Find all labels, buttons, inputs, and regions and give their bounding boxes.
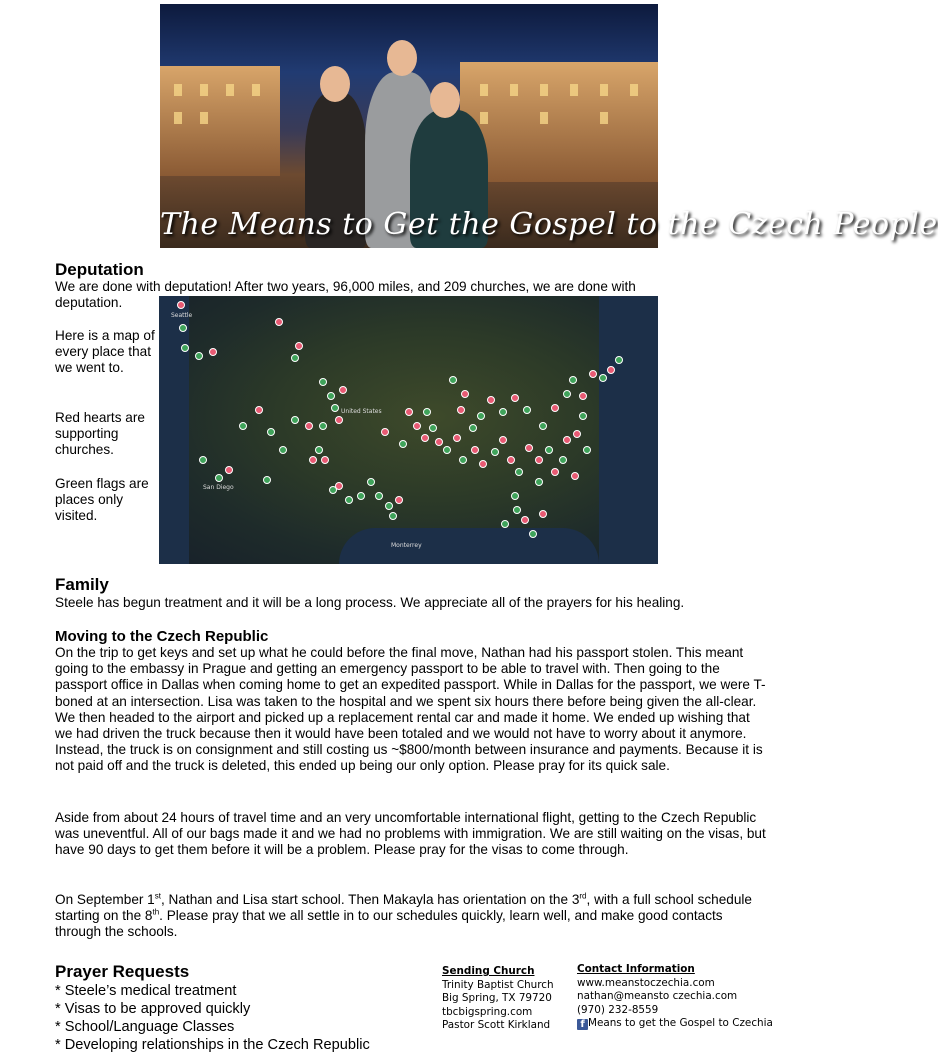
family-heading: Family	[55, 575, 109, 594]
flag-pin	[449, 376, 457, 384]
heart-pin	[525, 444, 533, 452]
flag-pin	[181, 344, 189, 352]
heart-pin	[335, 416, 343, 424]
window	[540, 84, 548, 96]
hero-caption: The Means to Get the Gospel to the Czech People	[160, 207, 938, 242]
heart-pin	[571, 472, 579, 480]
person-right-head	[430, 82, 460, 118]
deputation-heading: Deputation	[55, 260, 144, 279]
heart-pin	[507, 456, 515, 464]
moving-heading: Moving to the Czech Republic	[55, 628, 269, 645]
hero-banner-image	[160, 4, 938, 248]
contact-phone: (970) 232-8559	[577, 1003, 659, 1016]
building-right	[460, 62, 658, 182]
family-text: Steele has begun treatment and it will be a long process. We appreciate all of the prayers for his healing.	[55, 595, 685, 610]
window	[252, 84, 260, 96]
flag-pin	[195, 352, 203, 360]
heart-pin	[177, 301, 185, 309]
flag-pin	[511, 492, 519, 500]
window	[540, 112, 548, 124]
flag-pin	[429, 424, 437, 432]
contact-website: www.meanstoczechia.com	[577, 976, 715, 989]
flag-pin	[535, 478, 543, 486]
heart-pin	[521, 516, 529, 524]
heart-pin	[335, 482, 343, 490]
flag-pin	[385, 502, 393, 510]
prayer-list	[55, 982, 370, 1054]
flag-pin	[545, 446, 553, 454]
flag-pin	[443, 446, 451, 454]
sending-church-website: tbcbigspring.com	[442, 1005, 533, 1018]
heart-pin	[479, 460, 487, 468]
flag-pin	[215, 474, 223, 482]
flag-pin	[331, 404, 339, 412]
us-map-image	[159, 296, 658, 564]
flag-pin	[569, 376, 577, 384]
flag-pin	[315, 446, 323, 454]
flag-pin	[599, 374, 607, 382]
sending-church-block	[442, 965, 554, 1033]
facebook-icon: f	[577, 1019, 588, 1030]
heart-pin	[225, 466, 233, 474]
flag-pin	[529, 530, 537, 538]
flag-pin	[239, 422, 247, 430]
heart-pin	[457, 406, 465, 414]
sending-church-heading: Sending Church	[442, 965, 535, 977]
sending-church-line: Trinity Baptist Church	[442, 978, 554, 991]
flag-pin	[559, 456, 567, 464]
heart-pin	[563, 436, 571, 444]
person-left-head	[320, 66, 350, 102]
map-label-monterrey: Monterrey	[391, 542, 422, 549]
heart-pin	[321, 456, 329, 464]
heart-pin	[405, 408, 413, 416]
flag-pin	[501, 520, 509, 528]
heart-pin	[551, 468, 559, 476]
heart-pin	[535, 456, 543, 464]
flag-pin	[199, 456, 207, 464]
window	[200, 112, 208, 124]
heart-pin	[539, 510, 547, 518]
heart-pin	[275, 318, 283, 326]
flag-pin	[539, 422, 547, 430]
prayer-heading: Prayer Requests	[55, 962, 190, 981]
contact-block	[577, 963, 773, 1031]
flag-pin	[583, 446, 591, 454]
flag-pin	[491, 448, 499, 456]
flag-pin	[399, 440, 407, 448]
prayer-item: * School/Language Classes	[55, 1019, 235, 1035]
window	[600, 84, 608, 96]
window	[510, 84, 518, 96]
flag-pin	[367, 478, 375, 486]
window	[570, 84, 578, 96]
facebook-page-name: Means to get the Gospel to Czechia	[588, 1017, 773, 1030]
deputation-text-line2: deputation.	[55, 295, 123, 310]
flag-pin	[499, 408, 507, 416]
heart-pin	[487, 396, 495, 404]
flag-pin	[291, 416, 299, 424]
flag-pin	[319, 422, 327, 430]
atlantic-ocean	[599, 296, 658, 564]
heart-pin	[471, 446, 479, 454]
moving-paragraph-1: On the trip to get keys and set up what he could before the final move, Nathan had his passport stolen. This meant going to the embassy in Prague and getting an emergency passport to be able to travel with. Then going to the passport office in Dallas when coming home to get an expedited passport. While in Dallas for the passport, we were T-boned at an intersection. Lisa was taken to the hospital and we spent six hours there before being given the all-clear. We then headed to the airport and picked up a replacement rental car and made it home. We ended up wishing that we had driven the truck because then it would have been totaled and we would not have to worry about it anymore. Instead, the truck is on consignment and still costing us ~$800/month between insurance and payments. Because it is not paid off and the truck is deleted, this ended up being our only option. Please pray for its quick sale.	[55, 645, 766, 774]
heart-pin	[255, 406, 263, 414]
map-label-seattle: Seattle	[171, 312, 193, 319]
flag-pin	[513, 506, 521, 514]
heart-pin	[295, 342, 303, 350]
flag-pin	[579, 412, 587, 420]
heart-pin	[395, 496, 403, 504]
flag-pin	[357, 492, 365, 500]
heart-pin	[309, 456, 317, 464]
flag-pin	[263, 476, 271, 484]
heart-pin	[511, 394, 519, 402]
flag-pin	[345, 496, 353, 504]
flag-pin	[279, 446, 287, 454]
deputation-text-line1: We are done with deputation! After two years, 96,000 miles, and 209 churches, we are done with	[55, 279, 636, 294]
pacific-ocean	[159, 296, 189, 564]
map-note-3: Green flags are places only visited.	[55, 476, 149, 524]
window	[174, 112, 182, 124]
window	[600, 112, 608, 124]
flag-pin	[477, 412, 485, 420]
flag-pin	[563, 390, 571, 398]
window	[630, 84, 638, 96]
heart-pin	[579, 392, 587, 400]
flag-pin	[469, 424, 477, 432]
gulf-of-mexico	[339, 528, 599, 564]
prayer-item: * Visas to be approved quickly	[55, 1001, 251, 1017]
sending-church-pastor: Pastor Scott Kirkland	[442, 1019, 551, 1032]
flag-pin	[291, 354, 299, 362]
heart-pin	[499, 436, 507, 444]
window	[226, 84, 234, 96]
flag-pin	[389, 512, 397, 520]
contact-email: nathan@meansto czechia.com	[577, 990, 738, 1003]
heart-pin	[551, 404, 559, 412]
map-label-san-diego: San Diego	[203, 484, 234, 491]
flag-pin	[423, 408, 431, 416]
heart-pin	[421, 434, 429, 442]
window	[200, 84, 208, 96]
map-note-1: Here is a map of every place that we went to.	[55, 328, 155, 376]
heart-pin	[607, 366, 615, 374]
heart-pin	[461, 390, 469, 398]
person-center-head	[387, 40, 417, 76]
heart-pin	[381, 428, 389, 436]
window	[480, 112, 488, 124]
prayer-item: * Steele’s medical treatment	[55, 983, 237, 999]
flag-pin	[267, 428, 275, 436]
heart-pin	[339, 386, 347, 394]
heart-pin	[305, 422, 313, 430]
contact-heading: Contact Information	[577, 963, 695, 975]
flag-pin	[615, 356, 623, 364]
flag-pin	[515, 468, 523, 476]
contact-facebook	[577, 1017, 773, 1031]
heart-pin	[453, 434, 461, 442]
moving-paragraph-3: On September 1st, Nathan and Lisa start school. Then Makayla has orientation on the 3rd, with a full school schedule starting on the 8th. Please pray that we all settle in to our schedules quickly, learn well, and make good contacts through the schools.	[55, 891, 752, 940]
heart-pin	[589, 370, 597, 378]
heart-pin	[209, 348, 217, 356]
window	[480, 84, 488, 96]
flag-pin	[375, 492, 383, 500]
moving-paragraph-2: Aside from about 24 hours of travel time and an very uncomfortable international flight, getting to the Czech Republic was uneventful. All of our bags made it and we had no problems with immigration. We are still waiting on the visas, but have 90 days to get them before it will be a problem. Please pray for the visas to come through.	[55, 810, 766, 858]
flag-pin	[523, 406, 531, 414]
prayer-item: * Developing relationships in the Czech Republic	[55, 1037, 370, 1053]
flag-pin	[459, 456, 467, 464]
flag-pin	[327, 392, 335, 400]
heart-pin	[573, 430, 581, 438]
map-note-2: Red hearts are supporting churches.	[55, 410, 145, 458]
heart-pin	[435, 438, 443, 446]
flag-pin	[319, 378, 327, 386]
heart-pin	[413, 422, 421, 430]
sending-church-line: Big Spring, TX 79720	[442, 992, 552, 1005]
map-label-united-states: United States	[341, 408, 382, 415]
window	[174, 84, 182, 96]
flag-pin	[179, 324, 187, 332]
